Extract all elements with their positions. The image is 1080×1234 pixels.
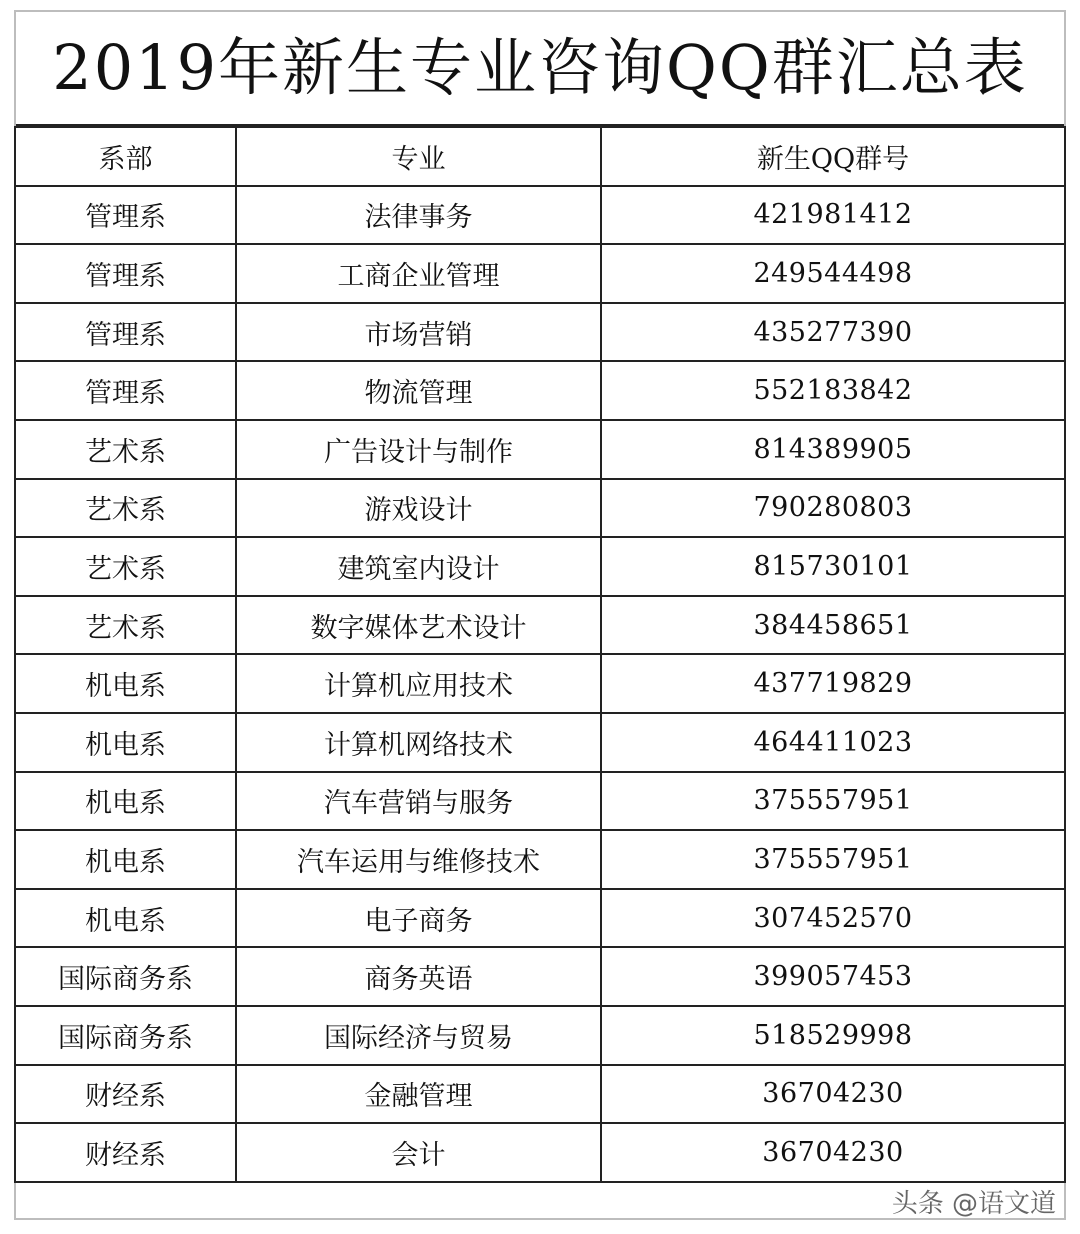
cell-major: 国际经济与贸易 [236,1006,601,1065]
cell-qq-number: 375557951 [601,772,1065,831]
cell-major: 汽车运用与维修技术 [236,830,601,889]
table-header-row [15,127,1065,186]
cell-major: 计算机网络技术 [236,713,601,772]
cell-department: 财经系 [15,1123,236,1182]
cell-department: 机电系 [15,830,236,889]
table-row [15,654,1065,713]
cell-qq-number: 790280803 [601,479,1065,538]
cell-department: 机电系 [15,889,236,948]
cell-major: 电子商务 [236,889,601,948]
cell-qq-number: 36704230 [601,1123,1065,1182]
cell-department: 机电系 [15,713,236,772]
cell-department: 艺术系 [15,479,236,538]
page-title: 2019年新生专业咨询QQ群汇总表 [16,12,1064,126]
cell-major: 汽车营销与服务 [236,772,601,831]
cell-major: 数字媒体艺术设计 [236,596,601,655]
table-row [15,420,1065,479]
cell-qq-number: 307452570 [601,889,1065,948]
table-row [15,244,1065,303]
table-row [15,361,1065,420]
cell-department: 机电系 [15,654,236,713]
table-row [15,713,1065,772]
cell-department: 艺术系 [15,596,236,655]
table-row [15,596,1065,655]
cell-major: 工商企业管理 [236,244,601,303]
cell-qq-number: 518529998 [601,1006,1065,1065]
table-row [15,830,1065,889]
cell-qq-number: 384458651 [601,596,1065,655]
cell-qq-number: 399057453 [601,947,1065,1006]
table-body [15,186,1065,1182]
cell-major: 金融管理 [236,1065,601,1124]
summary-sheet [14,10,1066,1220]
cell-qq-number: 464411023 [601,713,1065,772]
cell-department: 管理系 [15,361,236,420]
table-row [15,947,1065,1006]
cell-qq-number: 552183842 [601,361,1065,420]
header-major: 专业 [236,127,601,186]
cell-major: 建筑室内设计 [236,537,601,596]
cell-department: 管理系 [15,303,236,362]
table-row [15,186,1065,245]
cell-qq-number: 435277390 [601,303,1065,362]
cell-qq-number: 815730101 [601,537,1065,596]
header-department: 系部 [15,127,236,186]
table-row [15,772,1065,831]
qq-group-table [14,126,1066,1183]
cell-department: 管理系 [15,244,236,303]
cell-department: 艺术系 [15,537,236,596]
header-qq-group: 新生QQ群号 [601,127,1065,186]
cell-department: 管理系 [15,186,236,245]
cell-department: 国际商务系 [15,947,236,1006]
cell-qq-number: 375557951 [601,830,1065,889]
cell-department: 国际商务系 [15,1006,236,1065]
cell-major: 广告设计与制作 [236,420,601,479]
cell-department: 艺术系 [15,420,236,479]
cell-qq-number: 437719829 [601,654,1065,713]
table-row [15,1006,1065,1065]
table-row [15,479,1065,538]
watermark: 头条 @语文道 [891,1189,1056,1219]
cell-department: 机电系 [15,772,236,831]
table-row [15,1065,1065,1124]
cell-qq-number: 249544498 [601,244,1065,303]
cell-major: 游戏设计 [236,479,601,538]
cell-major: 物流管理 [236,361,601,420]
cell-qq-number: 421981412 [601,186,1065,245]
cell-qq-number: 36704230 [601,1065,1065,1124]
table-row [15,889,1065,948]
cell-qq-number: 814389905 [601,420,1065,479]
table-row [15,303,1065,362]
cell-major: 法律事务 [236,186,601,245]
cell-department: 财经系 [15,1065,236,1124]
cell-major: 商务英语 [236,947,601,1006]
cell-major: 市场营销 [236,303,601,362]
table-row [15,537,1065,596]
table-row [15,1123,1065,1182]
cell-major: 计算机应用技术 [236,654,601,713]
cell-major: 会计 [236,1123,601,1182]
